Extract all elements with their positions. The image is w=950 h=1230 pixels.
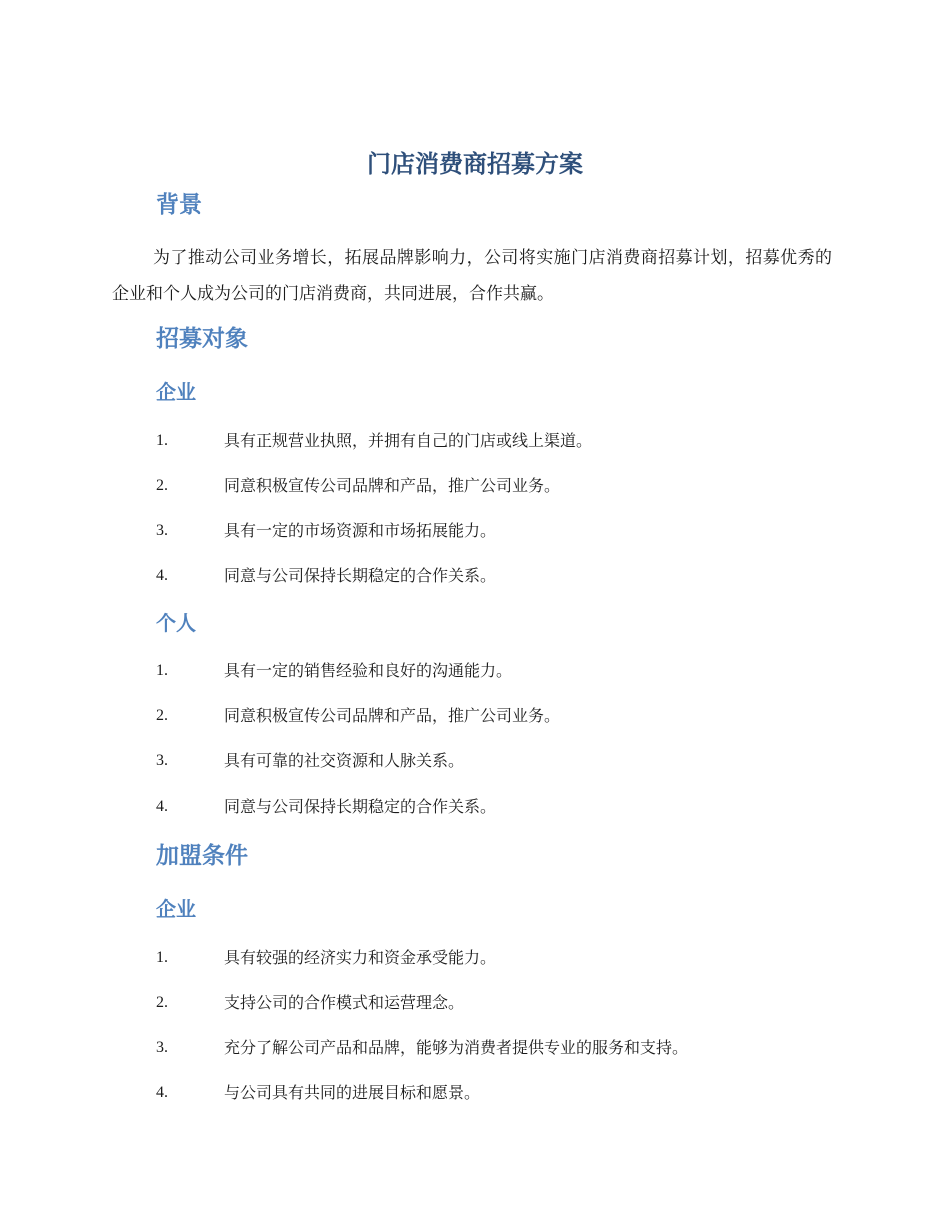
list-item bbox=[156, 793, 836, 821]
list-item-number: 1. bbox=[156, 949, 168, 966]
list-item-number: 4. bbox=[156, 798, 168, 815]
list-item bbox=[156, 1079, 836, 1107]
list-item bbox=[156, 472, 836, 500]
background-paragraph: 为了推动公司业务增长，拓展品牌影响力，公司将实施门店消费商招募计划，招募优秀的企业和个人成为公司的门店消费商，共同进展，合作共赢。 bbox=[112, 248, 832, 304]
list-item bbox=[156, 427, 836, 455]
list-item-text: 具有可靠的社交资源和人脉关系。 bbox=[224, 751, 465, 770]
list-item-number: 1. bbox=[156, 432, 168, 449]
heading-targets-enterprise: 企业 bbox=[156, 380, 196, 404]
list-item-text: 同意与公司保持长期稳定的合作关系。 bbox=[224, 797, 497, 816]
heading-conditions: 加盟条件 bbox=[156, 843, 248, 869]
list-item bbox=[156, 517, 836, 545]
list-item bbox=[156, 989, 836, 1017]
list-item-number: 4. bbox=[156, 1084, 168, 1101]
list-item bbox=[156, 702, 836, 730]
list-item-number: 2. bbox=[156, 477, 168, 494]
document-title: 门店消费商招募方案 bbox=[367, 150, 583, 178]
heading-conditions-enterprise: 企业 bbox=[156, 897, 196, 921]
list-item-text: 具有较强的经济实力和资金承受能力。 bbox=[224, 948, 497, 967]
list-item-text: 同意积极宣传公司品牌和产品，推广公司业务。 bbox=[224, 706, 561, 725]
list-item-number: 2. bbox=[156, 994, 168, 1011]
heading-background: 背景 bbox=[156, 192, 202, 218]
list-item-number: 3. bbox=[156, 752, 168, 769]
list-item-text: 充分了解公司产品和品牌，能够为消费者提供专业的服务和支持。 bbox=[224, 1038, 689, 1057]
list-item-text: 支持公司的合作模式和运营理念。 bbox=[224, 993, 465, 1012]
list-item-number: 2. bbox=[156, 707, 168, 724]
list-item bbox=[156, 562, 836, 590]
list-item bbox=[156, 944, 836, 972]
list-item-text: 同意与公司保持长期稳定的合作关系。 bbox=[224, 566, 497, 585]
list-item bbox=[156, 747, 836, 775]
list-item-text: 与公司具有共同的进展目标和愿景。 bbox=[224, 1083, 481, 1102]
list-item-number: 4. bbox=[156, 567, 168, 584]
list-item-text: 具有一定的市场资源和市场拓展能力。 bbox=[224, 521, 497, 540]
heading-targets: 招募对象 bbox=[156, 326, 248, 352]
list-item-number: 1. bbox=[156, 662, 168, 679]
list-item-text: 同意积极宣传公司品牌和产品，推广公司业务。 bbox=[224, 476, 561, 495]
list-item-text: 具有一定的销售经验和良好的沟通能力。 bbox=[224, 661, 513, 680]
list-item-number: 3. bbox=[156, 1039, 168, 1056]
heading-targets-individual: 个人 bbox=[156, 611, 196, 635]
list-item-number: 3. bbox=[156, 522, 168, 539]
list-item-text: 具有正规营业执照，并拥有自己的门店或线上渠道。 bbox=[224, 431, 593, 450]
list-item bbox=[156, 1034, 836, 1062]
list-item bbox=[156, 657, 836, 685]
